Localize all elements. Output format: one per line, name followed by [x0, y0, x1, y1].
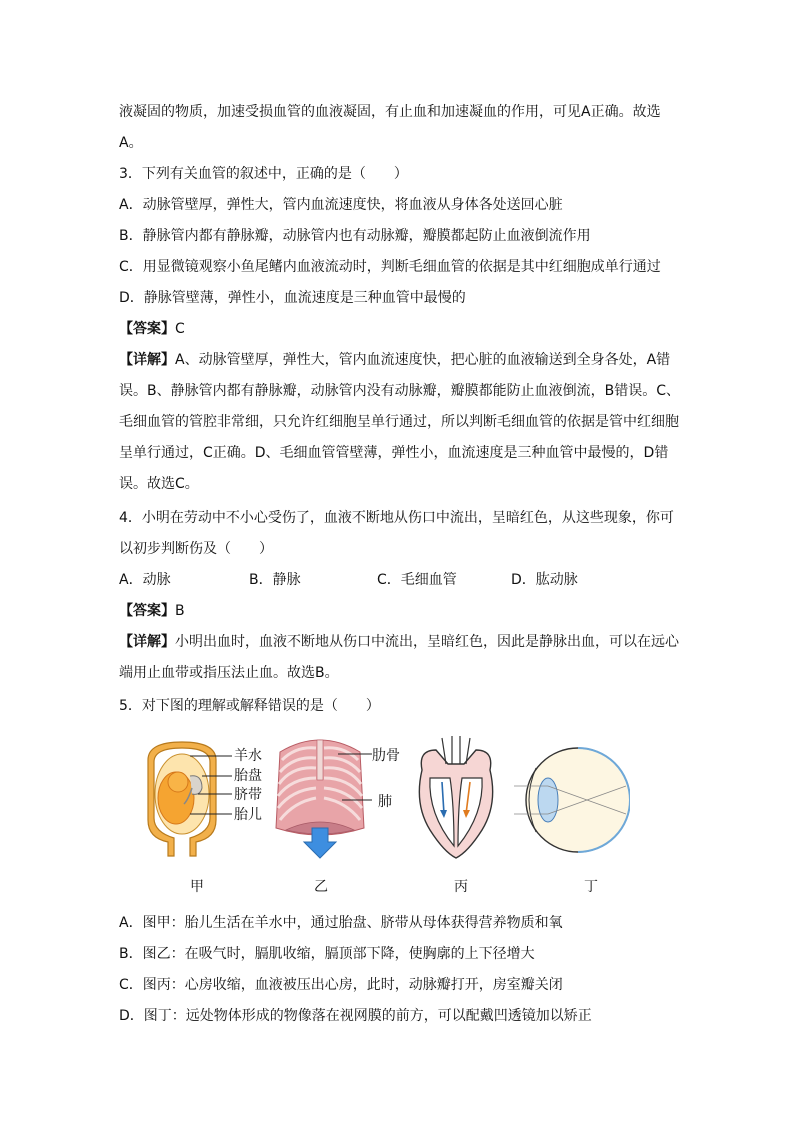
- answer-tag: 【答案】: [119, 603, 175, 619]
- question-3-option-c: C．用显微镜观察小鱼尾鳍内血液流动时，判断毛细血管的依据是其中红细胞成单行通过: [119, 259, 661, 275]
- question-4-detail: [119, 632, 679, 652]
- question-3-answer: [119, 319, 185, 339]
- caption-bing: 丙: [454, 879, 468, 895]
- chest-label-leaders: [338, 748, 374, 808]
- eye-diagram: [514, 740, 630, 862]
- question-4-option-b: B．静脉: [249, 572, 301, 588]
- question-5-option-d: D．图丁：远处物体形成的物像落在视网膜的前方，可以配戴凹透镜加以矫正: [119, 1008, 592, 1024]
- text-line: 毛细血管的管腔非常细，只允许红细胞呈单行通过，所以判断毛细血管的依据是管中红细胞: [119, 414, 679, 430]
- label-umbilical-cord: 脐带: [234, 787, 262, 803]
- text-line: 端用止血带或指压法止血。故选B。: [119, 665, 339, 681]
- text-line: 液凝固的物质，加速受损血管的血液凝固，有止血和加速凝血的作用，可见A正确。故选: [119, 104, 661, 120]
- question-3-detail: [119, 350, 670, 370]
- question-4-stem-cont: 以初步判断伤及（ ）: [119, 541, 273, 557]
- question-4-option-c: C．毛细血管: [377, 572, 457, 588]
- question-5-option-b: B．图乙：在吸气时，膈肌收缩，膈顶部下降，使胸廓的上下径增大: [119, 946, 535, 962]
- detail-tag: 【详解】: [119, 634, 175, 650]
- detail-text: 小明出血时，血液不断地从伤口中流出，呈暗红色，因此是静脉出血，可以在远心: [175, 634, 679, 650]
- caption-yi: 乙: [314, 879, 328, 895]
- question-5-option-c: C．图丙：心房收缩，血液被压出心房，此时，动脉瓣打开，房室瓣关闭: [119, 977, 563, 993]
- question-5-option-a: A．图甲：胎儿生活在羊水中，通过胎盘、脐带从母体获得营养物质和氧: [119, 915, 563, 931]
- answer-value: C: [175, 321, 185, 337]
- question-3-option-a: A．动脉管壁厚，弹性大，管内血流速度快，将血液从身体各处送回心脏: [119, 197, 563, 213]
- question-4-answer: [119, 601, 185, 621]
- question-4-option-a: A．动脉: [119, 572, 171, 588]
- text-line: 误。B、静脉管内都有静脉瓣，动脉管内没有动脉瓣，瓣膜都能防止血液倒流，B错误。C、: [119, 383, 680, 399]
- detail-text: A、动脉管壁厚，弹性大，管内血流速度快，把心脏的血液输送到全身各处，A错: [175, 352, 671, 368]
- text-line: 呈单行通过，C正确。D、毛细血管管壁薄，弹性小，血流速度是三种血管中最慢的，D错: [119, 445, 669, 461]
- fetus-label-leaders: [190, 744, 234, 824]
- label-placenta: 胎盘: [234, 768, 262, 784]
- question-3-stem: 3．下列有关血管的叙述中，正确的是（ ）: [119, 166, 408, 182]
- label-lungs: 肺: [378, 794, 392, 810]
- question-4-option-d: D．肱动脉: [511, 572, 578, 588]
- question-4-options: [119, 570, 679, 590]
- question-5-stem: 5．对下图的理解或解释错误的是（ ）: [119, 698, 380, 714]
- label-ribs: 肋骨: [372, 748, 400, 764]
- detail-tag: 【详解】: [119, 352, 175, 368]
- label-amniotic-fluid: 羊水: [234, 748, 262, 764]
- label-fetus: 胎儿: [234, 807, 262, 823]
- question-3-option-d: D．静脉管壁薄，弹性小，血流速度是三种血管中最慢的: [119, 290, 466, 306]
- answer-value: B: [175, 603, 185, 619]
- heart-section-diagram: [412, 734, 500, 862]
- caption-ding: 丁: [584, 879, 598, 895]
- question-4-stem: 4．小明在劳动中不小心受伤了，血液不断地从伤口中流出，呈暗红色，从这些现象，你可: [119, 510, 674, 526]
- caption-jia: 甲: [190, 879, 204, 895]
- text-line: A。: [119, 135, 143, 151]
- question-3-option-b: B．静脉管内都有静脉瓣，动脉管内也有动脉瓣，瓣膜都起防止血液倒流作用: [119, 228, 591, 244]
- text-line: 误。故选C。: [119, 476, 199, 492]
- answer-tag: 【答案】: [119, 321, 175, 337]
